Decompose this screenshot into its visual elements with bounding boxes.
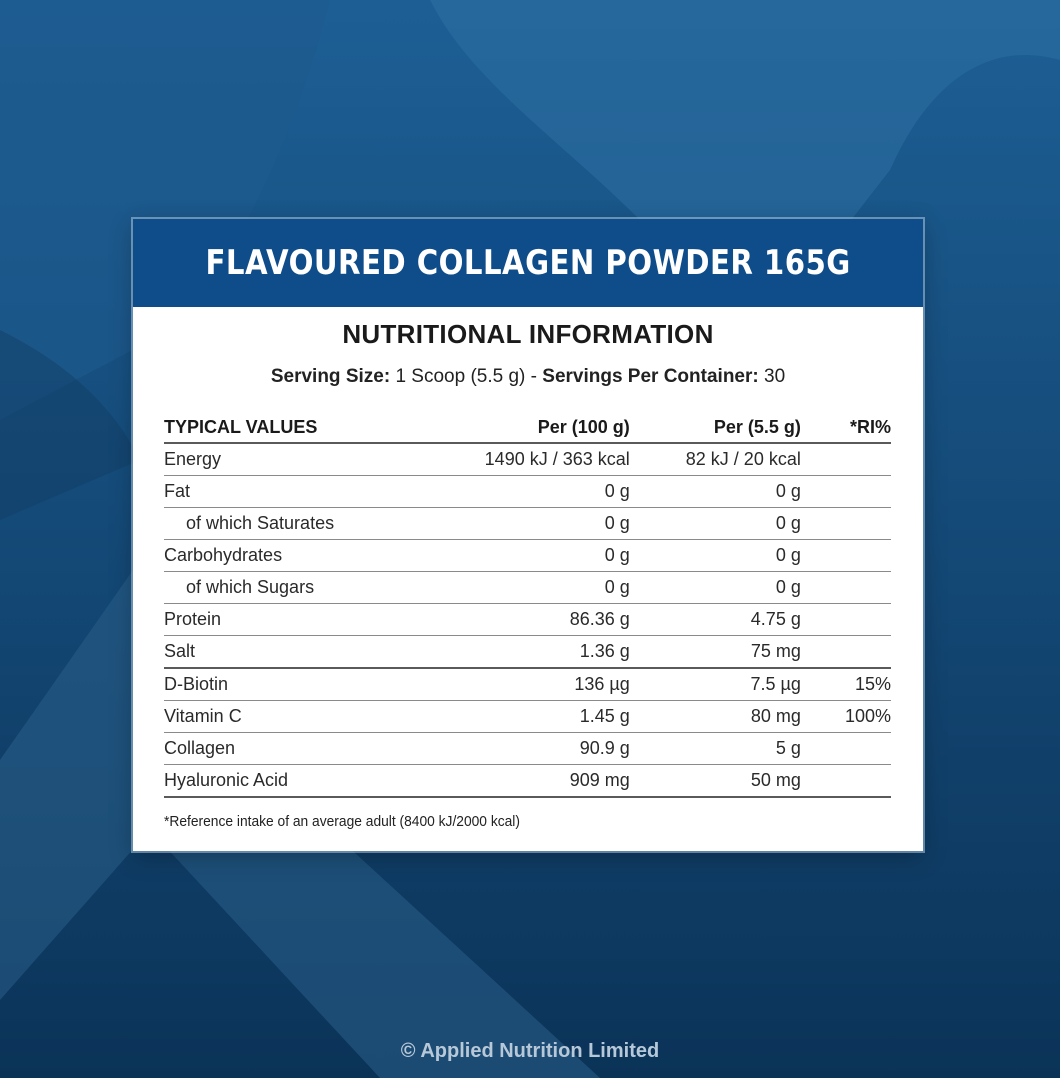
per-100g-value: 90.9 g	[419, 733, 630, 765]
table-row	[164, 701, 891, 733]
serving-size-label: Serving Size:	[270, 366, 391, 387]
per-serving-value: 0 g	[630, 476, 801, 508]
serving-separator: -	[530, 366, 537, 387]
nutrient-name: of which Sugars	[164, 572, 419, 604]
nutrient-name: Vitamin C	[164, 701, 419, 733]
servings-per-container-label: Servings Per Container:	[542, 366, 759, 387]
per-100g-value: 1490 kJ / 363 kcal	[419, 443, 630, 476]
per-serving-value: 0 g	[630, 540, 801, 572]
ri-value	[801, 604, 891, 636]
nutrient-name: D-Biotin	[164, 668, 419, 701]
table-row	[164, 540, 891, 572]
column-header-per-serving: Per (5.5 g)	[630, 412, 801, 443]
per-100g-value: 0 g	[419, 572, 630, 604]
column-header-per-100g: Per (100 g)	[419, 412, 630, 443]
copyright-notice: © Applied Nutrition Limited	[400, 1040, 660, 1062]
table-header-row	[164, 412, 891, 443]
nutrient-name: Protein	[164, 604, 419, 636]
table-row	[164, 572, 891, 604]
card-header	[133, 219, 923, 307]
table-row	[164, 765, 891, 798]
nutrient-name: of which Saturates	[164, 508, 419, 540]
ri-value	[801, 443, 891, 476]
column-header-ri: *RI%	[801, 412, 891, 443]
table-row	[164, 508, 891, 540]
serving-info	[133, 366, 923, 388]
ri-value	[801, 572, 891, 604]
per-100g-value: 86.36 g	[419, 604, 630, 636]
per-100g-value: 0 g	[419, 540, 630, 572]
per-serving-value: 82 kJ / 20 kcal	[630, 443, 801, 476]
per-serving-value: 7.5 µg	[630, 668, 801, 701]
per-100g-value: 1.36 g	[419, 636, 630, 669]
nutrient-name: Fat	[164, 476, 419, 508]
table-row	[164, 604, 891, 636]
ri-value	[801, 733, 891, 765]
per-serving-value: 50 mg	[630, 765, 801, 798]
nutrition-table	[164, 412, 891, 798]
per-100g-value: 0 g	[419, 508, 630, 540]
ri-value: 100%	[801, 701, 891, 733]
product-title: FLAVOURED COLLAGEN POWDER 165G	[205, 243, 851, 283]
nutrient-name: Hyaluronic Acid	[164, 765, 419, 798]
ri-value	[801, 476, 891, 508]
per-serving-value: 80 mg	[630, 701, 801, 733]
reference-intake-footnote: *Reference intake of an average adult (8400 kJ/2000 kcal)	[164, 813, 520, 830]
ri-value	[801, 540, 891, 572]
ri-value	[801, 508, 891, 540]
table-row	[164, 476, 891, 508]
nutrition-card	[133, 219, 923, 851]
ri-value	[801, 636, 891, 669]
per-100g-value: 1.45 g	[419, 701, 630, 733]
per-serving-value: 75 mg	[630, 636, 801, 669]
ri-value: 15%	[801, 668, 891, 701]
per-100g-value: 909 mg	[419, 765, 630, 798]
table-row	[164, 443, 891, 476]
table-row	[164, 636, 891, 669]
nutrient-name: Energy	[164, 443, 419, 476]
nutritional-information-heading: NUTRITIONAL INFORMATION	[342, 319, 714, 349]
table-row	[164, 733, 891, 765]
per-serving-value: 4.75 g	[630, 604, 801, 636]
per-serving-value: 0 g	[630, 508, 801, 540]
ri-value	[801, 765, 891, 798]
nutrient-name: Salt	[164, 636, 419, 669]
per-100g-value: 0 g	[419, 476, 630, 508]
servings-per-container-value: 30	[764, 366, 786, 387]
nutrient-name: Carbohydrates	[164, 540, 419, 572]
table-row	[164, 668, 891, 701]
nutrient-name: Collagen	[164, 733, 419, 765]
per-serving-value: 0 g	[630, 572, 801, 604]
column-header-typical-values: TYPICAL VALUES	[164, 412, 419, 443]
serving-size-value: 1 Scoop (5.5 g)	[395, 366, 526, 387]
per-serving-value: 5 g	[630, 733, 801, 765]
per-100g-value: 136 µg	[419, 668, 630, 701]
